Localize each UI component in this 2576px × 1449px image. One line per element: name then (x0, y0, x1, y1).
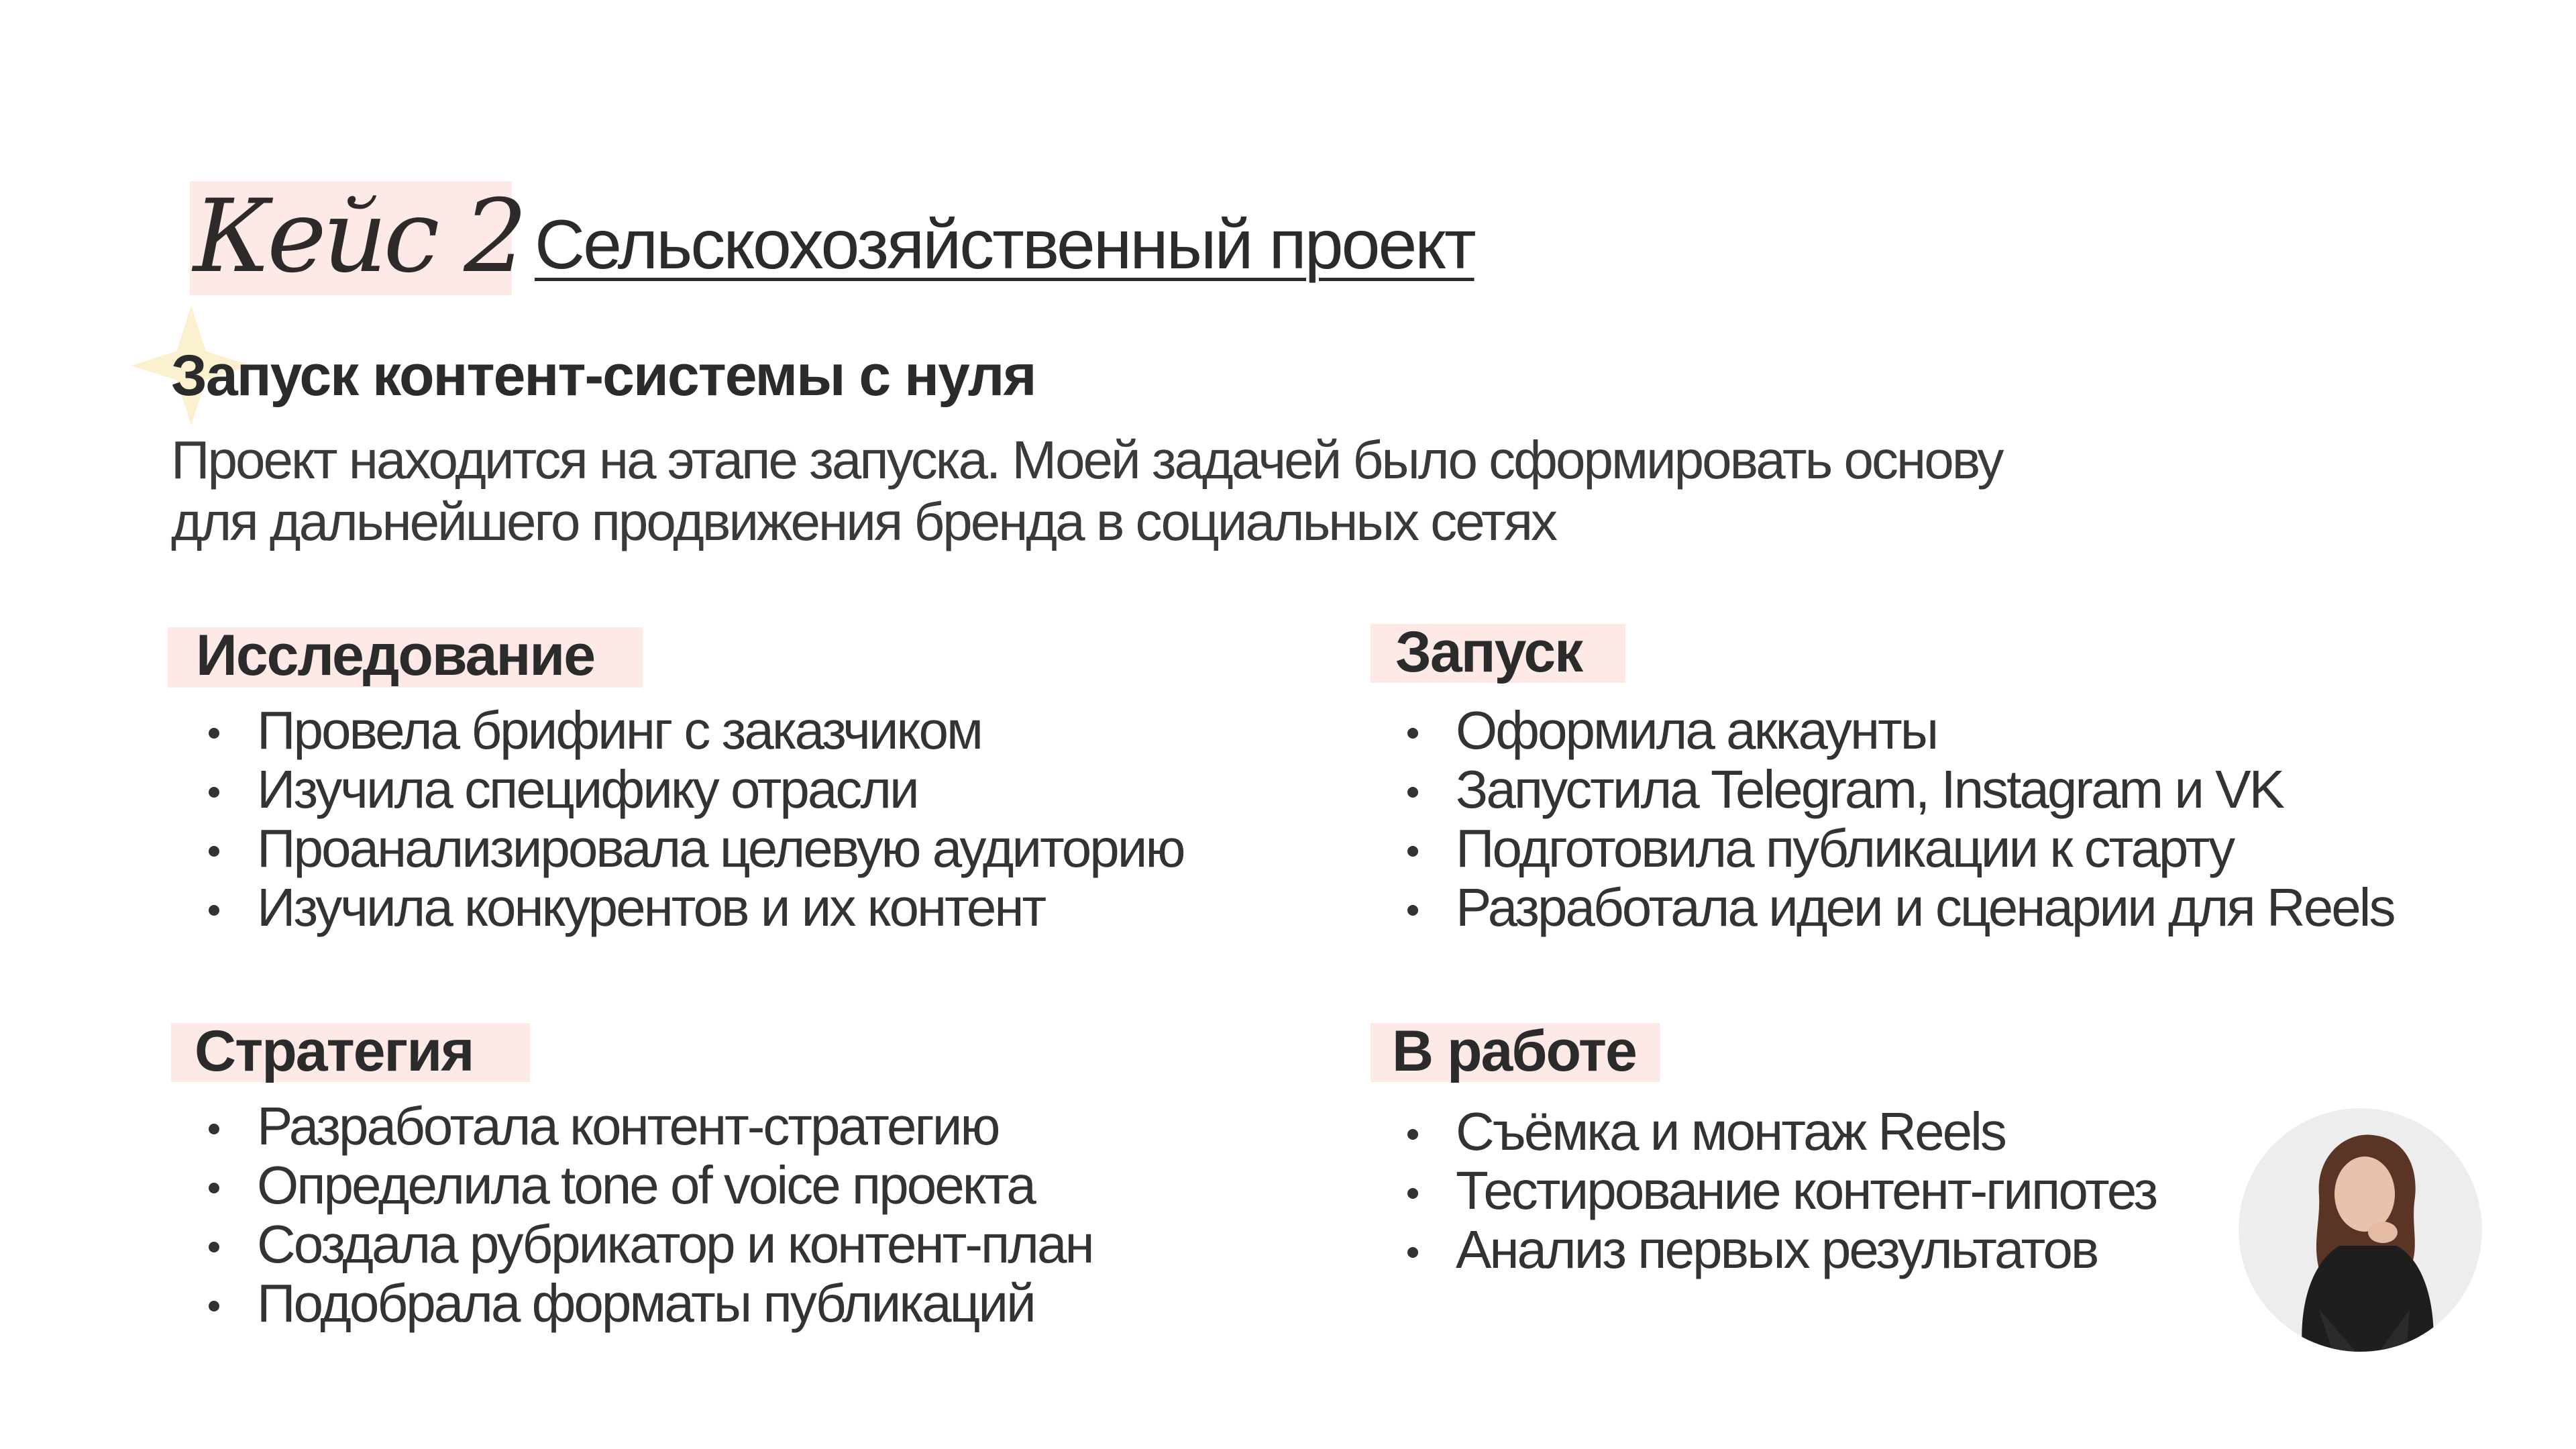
section-strategy-list (176, 1097, 1093, 1333)
section-research-title: Исследование (196, 623, 595, 688)
list-item: Анализ первых результатов (1375, 1220, 2156, 1279)
list-item: Тестирование контент-гипотез (1375, 1161, 2156, 1220)
description-line: Проект находится на этапе запуска. Моей задачей было сформировать основу (171, 430, 2002, 490)
section-strategy-title: Стратегия (195, 1019, 474, 1083)
avatar (2239, 1108, 2482, 1352)
list-item: Определила tone of voice проекта (176, 1156, 1093, 1215)
list-item: Разработала идеи и сценарии для Reels (1375, 878, 2394, 937)
list-item: Подобрала форматы публикаций (176, 1274, 1093, 1333)
list-item: Проанализировала целевую аудиторию (176, 819, 1183, 878)
list-item: Оформила аккаунты (1375, 701, 2394, 760)
list-item: Подготовила публикации к старту (1375, 819, 2394, 878)
project-title: Сельскохозяйственный проект (535, 206, 1474, 284)
description-line: для дальнейшего продвижения бренда в социальных сетях (171, 492, 1556, 551)
section-research-list (176, 701, 1183, 937)
list-item: Изучила конкурентов и их контент (176, 878, 1183, 937)
section-in-progress-list (1375, 1102, 2156, 1279)
avatar-portrait-icon (2239, 1108, 2482, 1352)
list-item: Провела брифинг с заказчиком (176, 701, 1183, 760)
list-item: Изучила специфику отрасли (176, 760, 1183, 819)
list-item: Создала рубрикатор и контент-план (176, 1215, 1093, 1274)
page-subtitle: Запуск контент-системы с нуля (171, 343, 1036, 408)
section-in-progress-title: В работе (1392, 1019, 1636, 1083)
section-launch-title: Запуск (1395, 620, 1582, 684)
list-item: Съёмка и монтаж Reels (1375, 1102, 2156, 1161)
list-item: Запустила Telegram, Instagram и VK (1375, 760, 2394, 819)
list-item: Разработала контент-стратегию (176, 1097, 1093, 1156)
section-launch-list (1375, 701, 2394, 937)
project-description (171, 429, 2385, 553)
case-label: Кейс 2 (193, 178, 524, 295)
